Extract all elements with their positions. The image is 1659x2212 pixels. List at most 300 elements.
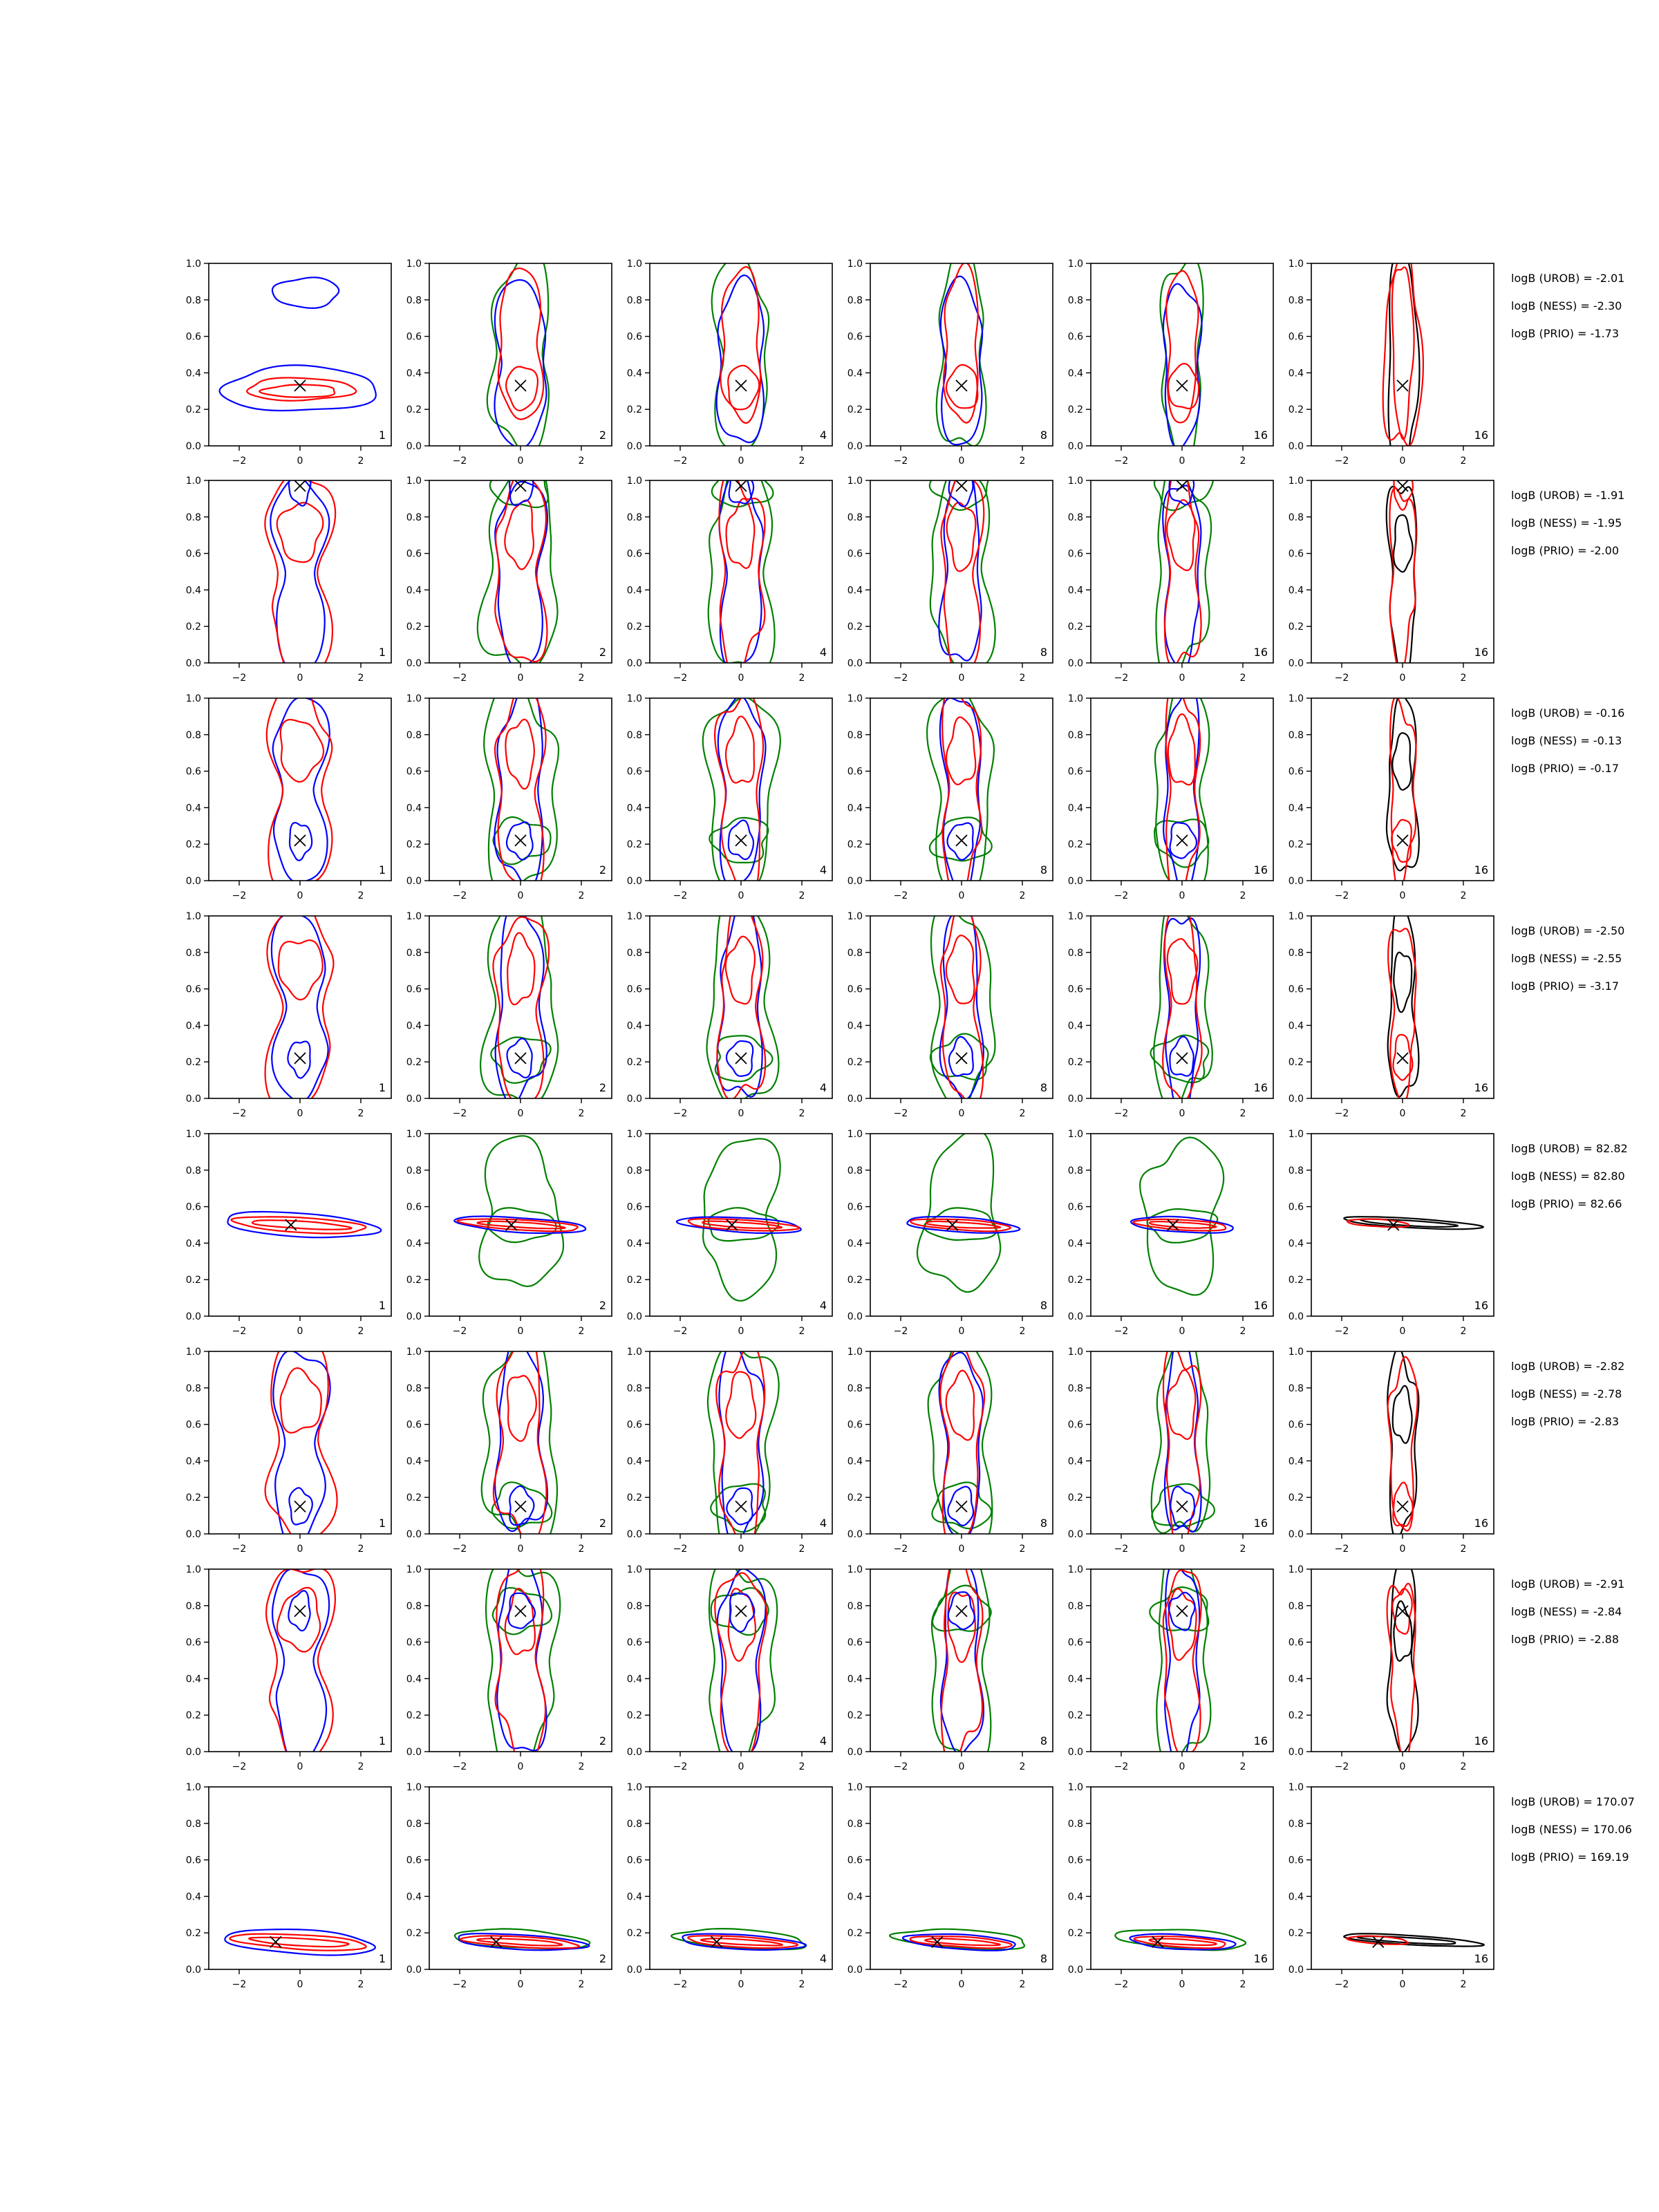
y-tick-label: 0.0 [406,1311,422,1322]
x-tick-label: 2 [1460,1108,1467,1119]
x-tick-label: 0 [738,1326,744,1337]
y-tick-label: 0.2 [406,621,422,633]
x-tick-label: −2 [452,1761,467,1772]
y-tick-label: 0.2 [406,404,422,416]
x-tick-label: 0 [958,456,965,467]
y-tick-label: 0.0 [626,658,642,669]
panel-count-label: 16 [1474,646,1488,659]
y-tick-label: 0.6 [1067,1201,1083,1213]
y-tick-label: 0.4 [1288,1891,1304,1903]
y-tick-label: 1.0 [1288,693,1304,704]
x-tick-label: −2 [1334,673,1349,684]
x-tick-label: 2 [357,1108,364,1119]
y-tick-label: 1.0 [847,1347,863,1358]
y-tick-label: 0.2 [847,621,863,633]
y-tick-label: 0.8 [847,729,863,741]
y-tick-label: 0.4 [1067,1674,1083,1685]
x-tick-label: 2 [1239,890,1246,901]
y-tick-label: 0.6 [1067,984,1083,995]
y-tick-label: 0.4 [406,1238,422,1250]
y-tick-label: 0.2 [626,1492,642,1504]
y-tick-label: 0.4 [185,1891,201,1903]
y-tick-label: 0.6 [1067,1855,1083,1866]
y-tick-label: 0.4 [1288,803,1304,814]
y-tick-label: 0.4 [1288,1674,1304,1685]
y-tick-label: 0.6 [626,331,642,343]
y-tick-label: 1.0 [185,1564,201,1575]
y-tick-label: 0.0 [626,1311,642,1322]
logb-line: logB (PRIO) = -1.73 [1511,327,1619,340]
y-tick-label: 0.6 [185,548,201,560]
y-tick-label: 0.8 [626,1165,642,1177]
y-tick-label: 0.6 [1288,766,1304,778]
x-tick-label: −2 [1114,1544,1129,1555]
x-tick-label: 0 [738,1979,744,1990]
panel-count-label: 16 [1253,1952,1268,1965]
y-tick-label: 0.4 [1067,1238,1083,1250]
x-tick-label: 0 [1399,456,1406,467]
y-tick-label: 0.6 [185,1855,201,1866]
panel-count-label: 16 [1474,1081,1488,1094]
x-tick-label: −2 [232,1979,247,1990]
x-tick-label: 2 [578,1979,585,1990]
y-tick-label: 0.8 [185,512,201,523]
y-tick-label: 0.8 [1288,1382,1304,1394]
y-tick-label: 1.0 [185,1782,201,1793]
x-tick-label: 2 [1019,673,1026,684]
y-tick-label: 1.0 [406,259,422,270]
x-tick-label: −2 [893,1979,908,1990]
x-tick-label: 2 [1460,890,1467,901]
x-tick-label: −2 [893,890,908,901]
panel-count-label: 16 [1474,1299,1488,1312]
x-tick-label: −2 [673,1108,688,1119]
y-tick-label: 0.4 [406,1456,422,1468]
x-tick-label: −2 [452,1326,467,1337]
y-tick-label: 0.2 [847,1275,863,1286]
y-tick-label: 0.4 [185,368,201,379]
y-tick-label: 1.0 [1288,1129,1304,1140]
x-tick-label: 0 [958,890,965,901]
y-tick-label: 1.0 [626,476,642,487]
y-tick-label: 0.2 [185,1710,201,1722]
logb-line: logB (UROB) = -2.91 [1511,1577,1625,1591]
panel-count-label: 8 [1040,646,1047,659]
y-tick-label: 0.4 [1288,585,1304,597]
x-tick-label: −2 [452,1108,467,1119]
y-tick-label: 0.2 [847,839,863,851]
x-tick-label: 2 [1460,1761,1467,1772]
y-tick-label: 1.0 [1067,1564,1083,1575]
x-tick-label: −2 [1334,1979,1349,1990]
x-tick-label: 2 [578,456,585,467]
y-tick-label: 0.8 [1067,947,1083,959]
x-tick-label: 0 [517,1544,524,1555]
panel-count-label: 1 [378,1081,386,1094]
y-tick-label: 0.4 [406,1674,422,1685]
y-tick-label: 1.0 [406,911,422,922]
y-tick-label: 0.2 [406,1057,422,1069]
y-tick-label: 0.2 [626,1928,642,1940]
y-tick-label: 0.4 [626,1456,642,1468]
y-tick-label: 0.8 [185,1818,201,1830]
logb-line: logB (UROB) = 170.07 [1511,1795,1635,1808]
x-tick-label: 2 [798,1544,805,1555]
y-tick-label: 0.8 [1067,294,1083,306]
panel-count-label: 1 [378,1299,386,1312]
y-tick-label: 0.0 [185,876,201,887]
x-tick-label: 2 [798,673,805,684]
x-tick-label: −2 [232,673,247,684]
y-tick-label: 0.2 [847,404,863,416]
y-tick-label: 1.0 [1067,1347,1083,1358]
x-tick-label: 2 [578,1326,585,1337]
y-tick-label: 1.0 [1288,1347,1304,1358]
y-tick-label: 0.0 [185,1965,201,1976]
y-tick-label: 0.6 [406,984,422,995]
y-tick-label: 0.4 [1288,1238,1304,1250]
x-tick-label: −2 [1334,1108,1349,1119]
y-tick-label: 0.2 [185,404,201,416]
x-tick-label: 0 [958,1761,965,1772]
y-tick-label: 0.4 [406,803,422,814]
logb-line: logB (PRIO) = -3.17 [1511,980,1619,993]
logb-block-row-2 [1511,489,1624,557]
x-tick-label: −2 [452,1979,467,1990]
panel-count-label: 4 [819,863,827,877]
x-tick-label: 0 [738,673,744,684]
y-tick-label: 0.2 [1288,404,1304,416]
y-tick-label: 0.2 [847,1057,863,1069]
y-tick-label: 0.4 [185,1456,201,1468]
y-tick-label: 1.0 [1288,1564,1304,1575]
y-tick-label: 0.8 [626,1818,642,1830]
y-tick-label: 1.0 [847,476,863,487]
panel-count-label: 2 [599,646,606,659]
y-tick-label: 1.0 [1288,1782,1304,1793]
x-tick-label: 0 [517,1326,524,1337]
x-tick-label: 0 [1179,890,1185,901]
logb-line: logB (PRIO) = -2.83 [1511,1415,1619,1428]
y-tick-label: 0.8 [1288,512,1304,523]
x-tick-label: −2 [452,890,467,901]
y-tick-label: 0.6 [1067,1419,1083,1431]
y-tick-label: 0.8 [1067,1818,1083,1830]
x-tick-label: 0 [1399,1761,1406,1772]
logb-line: logB (UROB) = -2.82 [1511,1360,1625,1373]
y-tick-label: 0.6 [406,1637,422,1649]
panel-count-label: 16 [1253,1517,1268,1530]
x-tick-label: 0 [297,890,303,901]
y-tick-label: 0.6 [847,984,863,995]
y-tick-label: 0.6 [406,1201,422,1213]
x-tick-label: 2 [1239,1761,1246,1772]
y-tick-label: 0.6 [847,1855,863,1866]
y-tick-label: 0.6 [1288,548,1304,560]
y-tick-label: 0.8 [847,1165,863,1177]
y-tick-label: 1.0 [1067,1782,1083,1793]
x-tick-label: 2 [1239,1326,1246,1337]
y-tick-label: 0.8 [185,1165,201,1177]
x-tick-label: 2 [798,890,805,901]
x-tick-label: −2 [673,456,688,467]
x-tick-label: −2 [232,456,247,467]
y-tick-label: 0.8 [847,1818,863,1830]
y-tick-label: 1.0 [626,1129,642,1140]
y-tick-label: 0.4 [847,1020,863,1032]
x-tick-label: −2 [1114,1108,1129,1119]
y-tick-label: 0.6 [1067,548,1083,560]
y-tick-label: 0.8 [626,947,642,959]
x-tick-label: 2 [1019,1979,1026,1990]
y-tick-label: 0.4 [406,1891,422,1903]
y-tick-label: 0.8 [406,1600,422,1612]
panel-count-label: 1 [378,646,386,659]
x-tick-label: −2 [1114,1979,1129,1990]
y-tick-label: 0.8 [406,1818,422,1830]
y-tick-label: 0.0 [1288,658,1304,669]
y-tick-label: 0.8 [185,1600,201,1612]
y-tick-label: 0.0 [406,658,422,669]
logb-line: logB (NESS) = -1.95 [1511,516,1622,529]
x-tick-label: 2 [357,890,364,901]
x-tick-label: −2 [232,1761,247,1772]
y-tick-label: 0.0 [185,441,201,452]
y-tick-label: 0.0 [406,876,422,887]
y-tick-label: 0.8 [847,512,863,523]
y-tick-label: 0.2 [1288,1928,1304,1940]
x-tick-label: 2 [357,1761,364,1772]
y-tick-label: 0.0 [185,1747,201,1758]
y-tick-label: 1.0 [406,1782,422,1793]
logb-line: logB (NESS) = -2.30 [1511,299,1622,312]
y-tick-label: 0.4 [185,1674,201,1685]
y-tick-label: 0.2 [406,1928,422,1940]
y-tick-label: 0.0 [626,1094,642,1105]
y-tick-label: 0.0 [185,1094,201,1105]
panel-count-label: 2 [599,1734,606,1747]
panel-count-label: 1 [378,1952,386,1965]
x-tick-label: 2 [357,673,364,684]
x-tick-label: 0 [958,673,965,684]
y-tick-label: 0.4 [847,368,863,379]
y-tick-label: 1.0 [1288,259,1304,270]
y-tick-label: 0.8 [1288,294,1304,306]
y-tick-label: 1.0 [1067,911,1083,922]
y-tick-label: 0.8 [406,947,422,959]
y-tick-label: 0.6 [406,548,422,560]
panel-count-label: 4 [819,1734,827,1747]
y-tick-label: 0.0 [847,1094,863,1105]
y-tick-label: 0.6 [1067,1637,1083,1649]
panel-count-label: 2 [599,1299,606,1312]
y-tick-label: 1.0 [185,1347,201,1358]
y-tick-label: 1.0 [185,259,201,270]
logb-line: logB (UROB) = -2.01 [1511,272,1625,285]
y-tick-label: 0.6 [406,1419,422,1431]
x-tick-label: 0 [517,890,524,901]
panel-count-label: 2 [599,1952,606,1965]
y-tick-label: 0.6 [626,548,642,560]
x-tick-label: 2 [578,1544,585,1555]
y-tick-label: 1.0 [1067,476,1083,487]
panel-count-label: 16 [1474,1734,1488,1747]
logb-line: logB (UROB) = -1.91 [1511,489,1625,502]
x-tick-label: 0 [738,1544,744,1555]
y-tick-label: 0.8 [1067,512,1083,523]
y-tick-label: 0.6 [406,1855,422,1866]
y-tick-label: 0.2 [185,1492,201,1504]
y-tick-label: 0.2 [626,404,642,416]
panel-count-label: 4 [819,646,827,659]
panel-count-label: 8 [1040,1517,1047,1530]
y-tick-label: 0.8 [1288,1818,1304,1830]
y-tick-label: 0.0 [406,1747,422,1758]
y-tick-label: 1.0 [1288,911,1304,922]
y-tick-label: 0.2 [847,1492,863,1504]
y-tick-label: 0.0 [1067,441,1083,452]
logb-line: logB (NESS) = 170.06 [1511,1823,1632,1836]
panel-count-label: 16 [1253,1081,1268,1094]
x-tick-label: 2 [578,1108,585,1119]
y-tick-label: 0.2 [1067,1928,1083,1940]
y-tick-label: 0.4 [626,585,642,597]
logb-line: logB (UROB) = -2.50 [1511,924,1625,937]
y-tick-label: 0.8 [185,294,201,306]
x-tick-label: −2 [232,1108,247,1119]
y-tick-label: 1.0 [406,1347,422,1358]
y-tick-label: 0.8 [406,512,422,523]
x-tick-label: 2 [1019,1108,1026,1119]
panel-count-label: 2 [599,1517,606,1530]
y-tick-label: 0.0 [1067,876,1083,887]
x-tick-label: 2 [1239,673,1246,684]
y-tick-label: 0.0 [847,1311,863,1322]
y-tick-label: 0.6 [1288,331,1304,343]
logb-line: logB (PRIO) = -2.88 [1511,1633,1619,1646]
x-tick-label: 2 [798,456,805,467]
y-tick-label: 0.2 [1067,404,1083,416]
y-tick-label: 0.4 [626,368,642,379]
y-tick-label: 1.0 [626,693,642,704]
panel-count-label: 8 [1040,863,1047,877]
y-tick-label: 0.4 [847,1238,863,1250]
y-tick-label: 0.2 [1067,1710,1083,1722]
y-tick-label: 0.4 [626,803,642,814]
y-tick-label: 0.6 [185,984,201,995]
y-tick-label: 0.4 [626,1238,642,1250]
x-tick-label: 0 [1179,456,1185,467]
y-tick-label: 0.6 [185,1419,201,1431]
x-tick-label: 0 [738,1761,744,1772]
x-tick-label: 2 [1460,673,1467,684]
y-tick-label: 0.6 [406,766,422,778]
y-tick-label: 1.0 [626,259,642,270]
y-tick-label: 0.2 [626,621,642,633]
x-tick-label: 2 [1460,1544,1467,1555]
logb-block-row-8 [1511,1795,1635,1864]
y-tick-label: 0.8 [406,729,422,741]
panel-count-label: 4 [819,429,827,442]
y-tick-label: 0.4 [847,585,863,597]
y-tick-label: 0.6 [1067,766,1083,778]
y-tick-label: 0.2 [1067,621,1083,633]
y-tick-label: 0.2 [1067,1275,1083,1286]
x-tick-label: −2 [673,890,688,901]
x-tick-label: 2 [578,673,585,684]
x-tick-label: 2 [798,1326,805,1337]
y-tick-label: 0.4 [626,1020,642,1032]
y-tick-label: 0.6 [185,766,201,778]
logb-line: logB (NESS) = -2.55 [1511,952,1622,965]
x-tick-label: 0 [1399,1544,1406,1555]
panel-count-label: 16 [1253,429,1268,442]
panel-count-label: 4 [819,1081,827,1094]
y-tick-label: 0.0 [406,1094,422,1105]
x-tick-label: 0 [958,1979,965,1990]
y-tick-label: 0.4 [1067,1891,1083,1903]
y-tick-label: 0.6 [847,766,863,778]
y-tick-label: 0.8 [1067,1165,1083,1177]
x-tick-label: 0 [1179,1979,1185,1990]
y-tick-label: 1.0 [406,476,422,487]
panel-count-label: 1 [378,429,386,442]
logb-line: logB (NESS) = -2.78 [1511,1387,1622,1400]
y-tick-label: 0.0 [1067,1529,1083,1540]
y-tick-label: 0.8 [847,1382,863,1394]
x-tick-label: −2 [673,673,688,684]
y-tick-label: 0.6 [626,1855,642,1866]
y-tick-label: 0.8 [626,1382,642,1394]
panel-count-label: 16 [1474,1517,1488,1530]
x-tick-label: 2 [1239,1544,1246,1555]
y-tick-label: 1.0 [406,1129,422,1140]
x-tick-label: 0 [297,673,303,684]
logb-block-row-6 [1511,1360,1624,1428]
y-tick-label: 0.0 [185,1311,201,1322]
y-tick-label: 0.8 [847,1600,863,1612]
y-tick-label: 0.0 [626,1965,642,1976]
y-tick-label: 1.0 [1288,476,1304,487]
y-tick-label: 0.6 [1067,331,1083,343]
x-tick-label: −2 [673,1326,688,1337]
y-tick-label: 0.2 [1067,839,1083,851]
y-tick-label: 0.6 [847,331,863,343]
y-tick-label: 0.0 [1067,1965,1083,1976]
panel-count-label: 4 [819,1517,827,1530]
y-tick-label: 1.0 [1067,693,1083,704]
panel-count-label: 8 [1040,1952,1047,1965]
y-tick-label: 0.2 [1288,1492,1304,1504]
y-tick-label: 0.8 [626,1600,642,1612]
panel-count-label: 2 [599,1081,606,1094]
x-tick-label: 2 [357,1979,364,1990]
y-tick-label: 0.0 [626,876,642,887]
y-tick-label: 0.0 [185,1529,201,1540]
x-tick-label: 0 [1179,1108,1185,1119]
y-tick-label: 0.0 [1288,1965,1304,1976]
y-tick-label: 0.2 [1067,1057,1083,1069]
x-tick-label: 2 [1019,890,1026,901]
y-tick-label: 0.6 [626,1201,642,1213]
y-tick-label: 0.6 [185,331,201,343]
panel-count-label: 2 [599,429,606,442]
y-tick-label: 1.0 [847,1564,863,1575]
y-tick-label: 1.0 [185,693,201,704]
y-tick-label: 0.2 [626,1710,642,1722]
x-tick-label: 0 [1179,1326,1185,1337]
x-tick-label: 0 [1399,1979,1406,1990]
